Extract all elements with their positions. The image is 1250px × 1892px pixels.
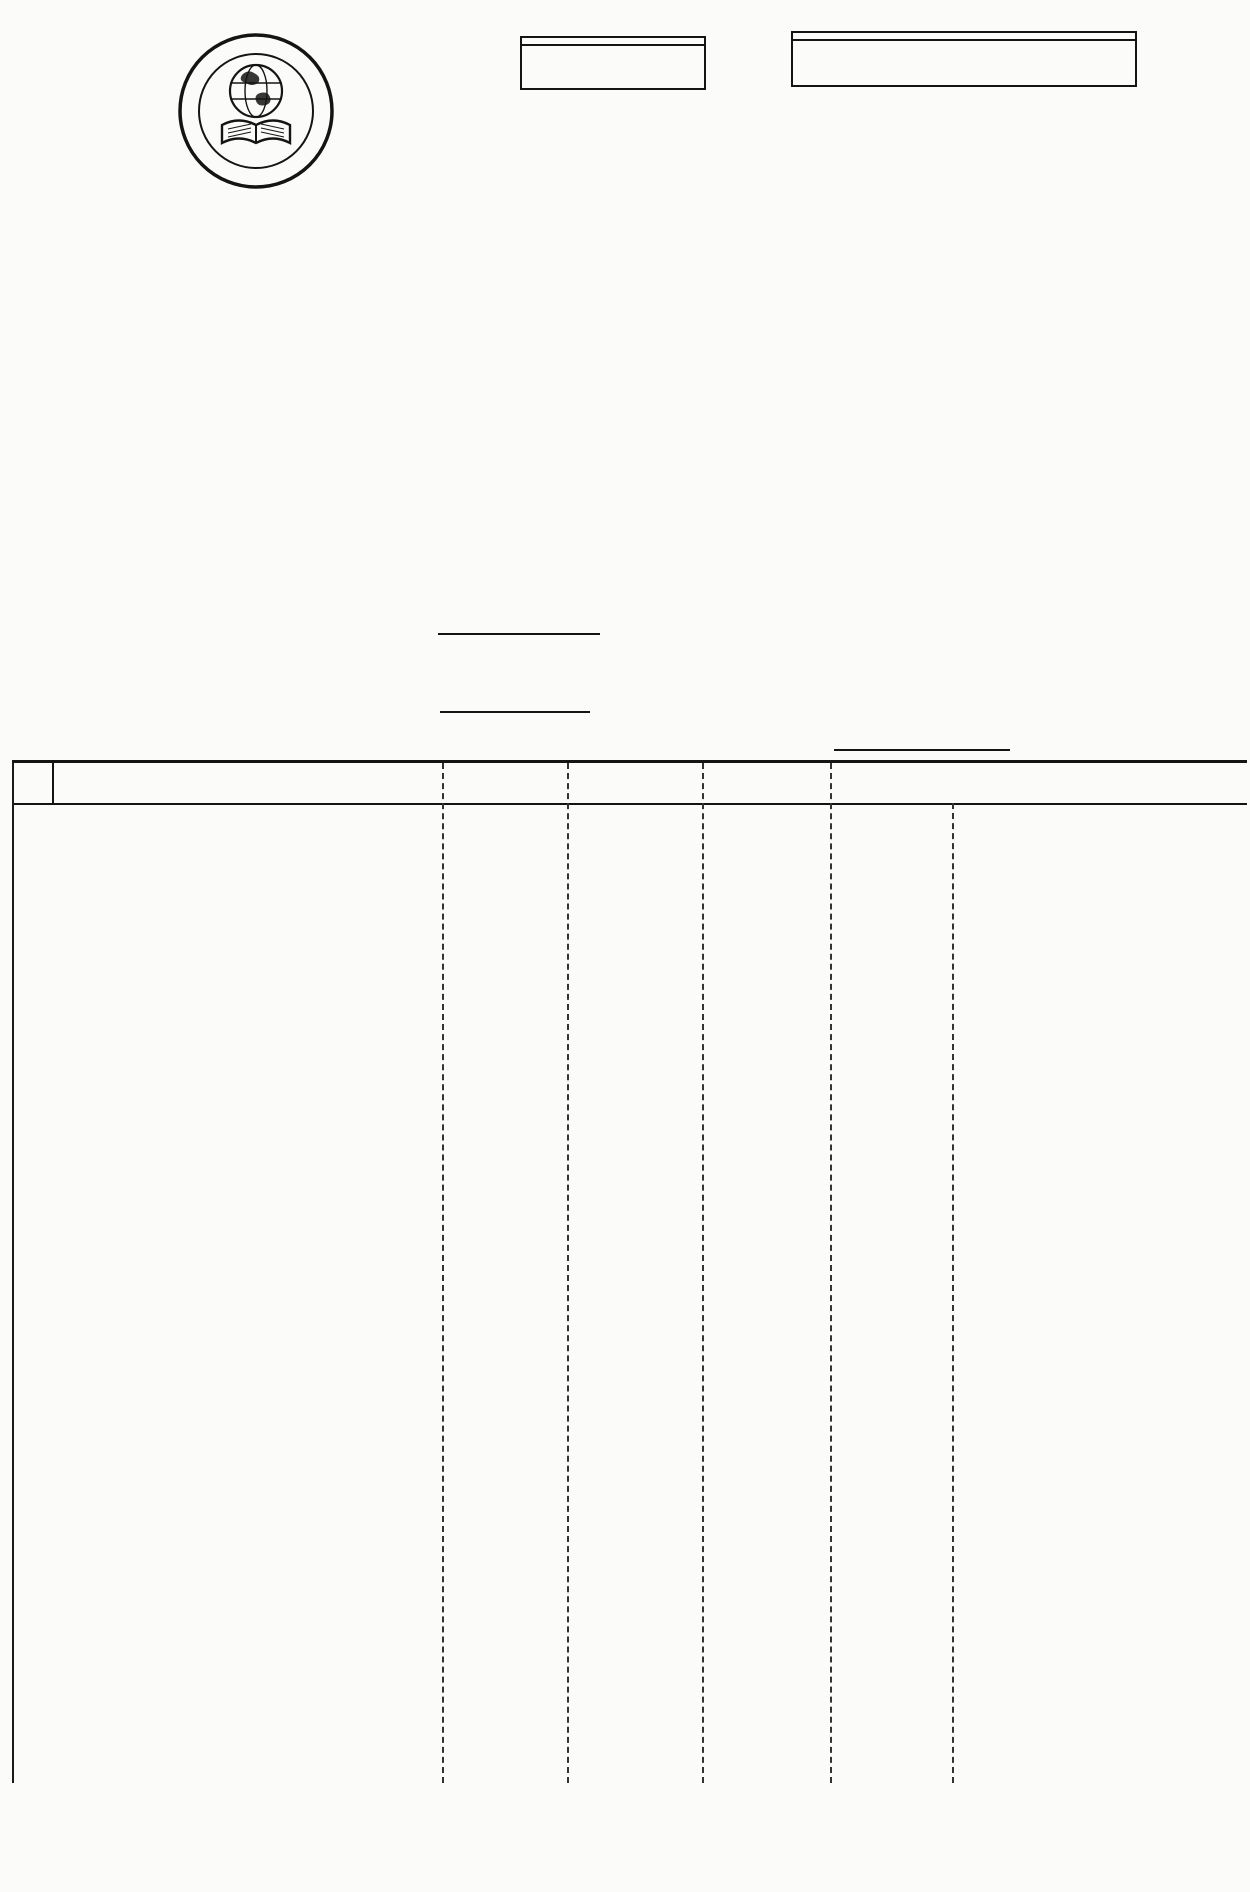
globe-icon — [230, 65, 282, 117]
question-table — [12, 760, 1247, 1783]
candidate-sign-label — [826, 730, 1010, 757]
candidate-sign-field[interactable] — [834, 730, 1010, 751]
open-book-icon — [222, 121, 290, 144]
column-divider — [702, 763, 704, 1783]
title-block — [52, 214, 400, 222]
invigilator-sign-field[interactable] — [440, 692, 590, 713]
invigilator-sign-label — [432, 692, 590, 719]
column-divider — [952, 803, 954, 1783]
section-instructions — [4, 321, 406, 323]
column-divider — [830, 763, 832, 1783]
number-column-divider — [52, 763, 54, 803]
answer-sheet-no-field[interactable] — [438, 612, 600, 635]
roll-number-label — [793, 33, 1135, 41]
answer-sheet-no-label — [430, 612, 600, 641]
roll-number-box — [791, 31, 1137, 87]
header-divider — [14, 803, 1247, 805]
column-divider — [567, 763, 569, 1783]
column-divider — [442, 763, 444, 1783]
version-box-label — [522, 38, 704, 46]
version-number-box — [520, 36, 706, 90]
roll-number-cells — [793, 41, 1135, 85]
board-logo — [176, 30, 336, 192]
version-digit-cells — [522, 46, 704, 88]
